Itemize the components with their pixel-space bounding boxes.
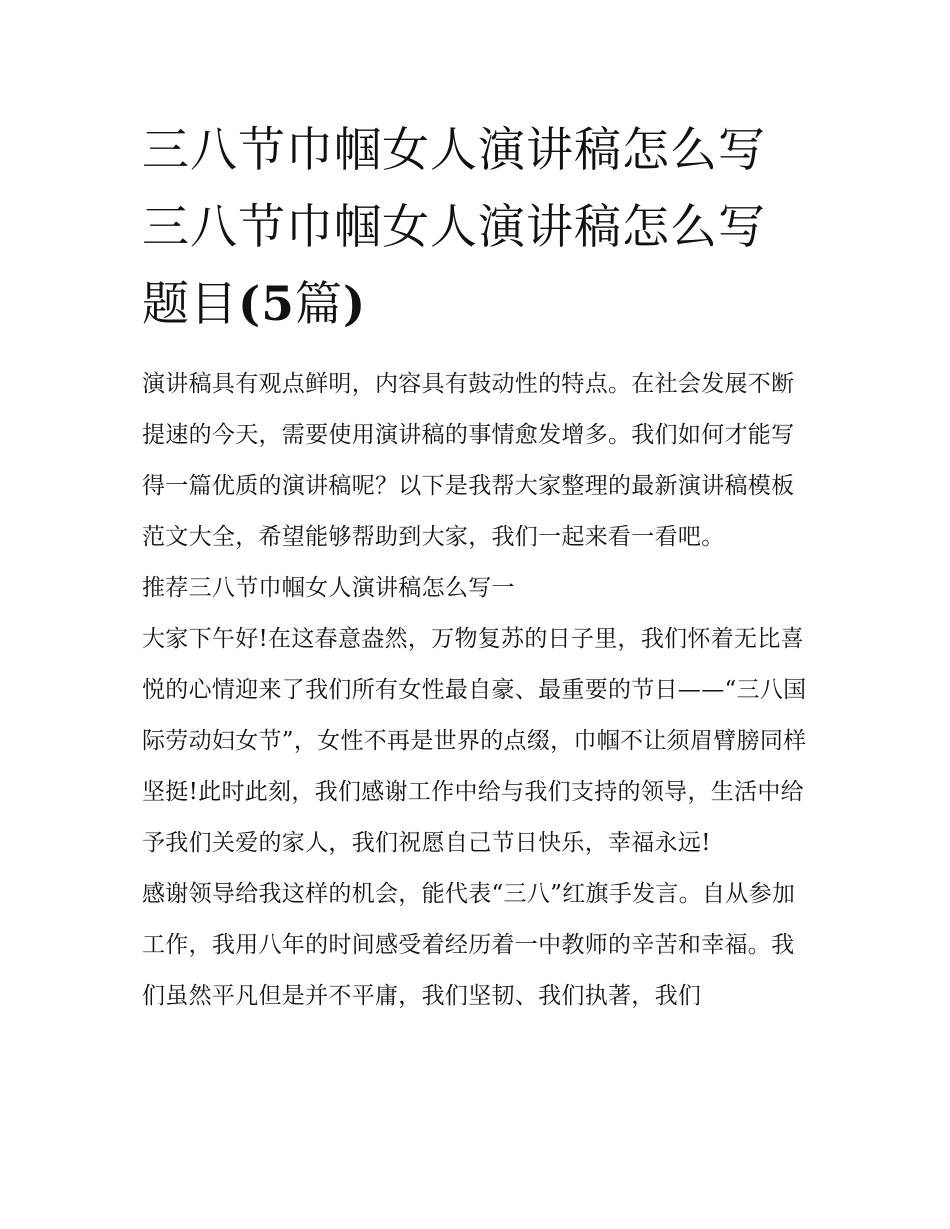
document-title (142, 112, 814, 343)
section-heading: 推荐三八节巾帼女人演讲稿怎么写一 (142, 575, 515, 601)
title-line-3-count: (5 (238, 277, 295, 332)
document-page (142, 112, 814, 1022)
title-line-1: 三八节巾帼女人演讲稿怎么写 (142, 123, 766, 178)
speech-paragraph-2: 感谢领导给我这样的机会，能代表“三八”红旗手发言。自从参加工作，我用八年的时间感受着经历着一中教师的辛苦和幸福。我们虽然平凡但是并不平庸，我们坚韧、我们执著，我们 (142, 881, 796, 1009)
document-body (142, 359, 814, 1022)
title-line-2: 三八节巾帼女人演讲稿怎么写 (142, 200, 766, 255)
intro-paragraph: 演讲稿具有观点鲜明，内容具有鼓动性的特点。在社会发展不断提速的今天，需要使用演讲稿的事情愈发增多。我们如何才能写得一篇优质的演讲稿呢？以下是我帮大家整理的最新演讲稿模板范文大全，希望能够帮助到大家，我们一起来看一看吧。 (142, 371, 795, 550)
title-line-3-prefix: 题目 (142, 277, 238, 332)
speech-paragraph-1: 大家下午好!在这春意盎然，万物复苏的日子里，我们怀着无比喜悦的心情迎来了我们所有女性最自豪、最重要的节日——“三八国际劳动妇女节”，女性不再是世界的点缀，巾帼不让须眉臂膀同样坚挺!此时此刻，我们感谢工作中给与我们支持的领导，生活中给予我们关爱的家人，我们祝愿自己节日快乐，幸福永远! (142, 626, 807, 856)
title-line-3-unit: 篇 (294, 277, 343, 332)
title-line-3-close: ) (342, 277, 367, 332)
title-line-3 (142, 266, 814, 343)
